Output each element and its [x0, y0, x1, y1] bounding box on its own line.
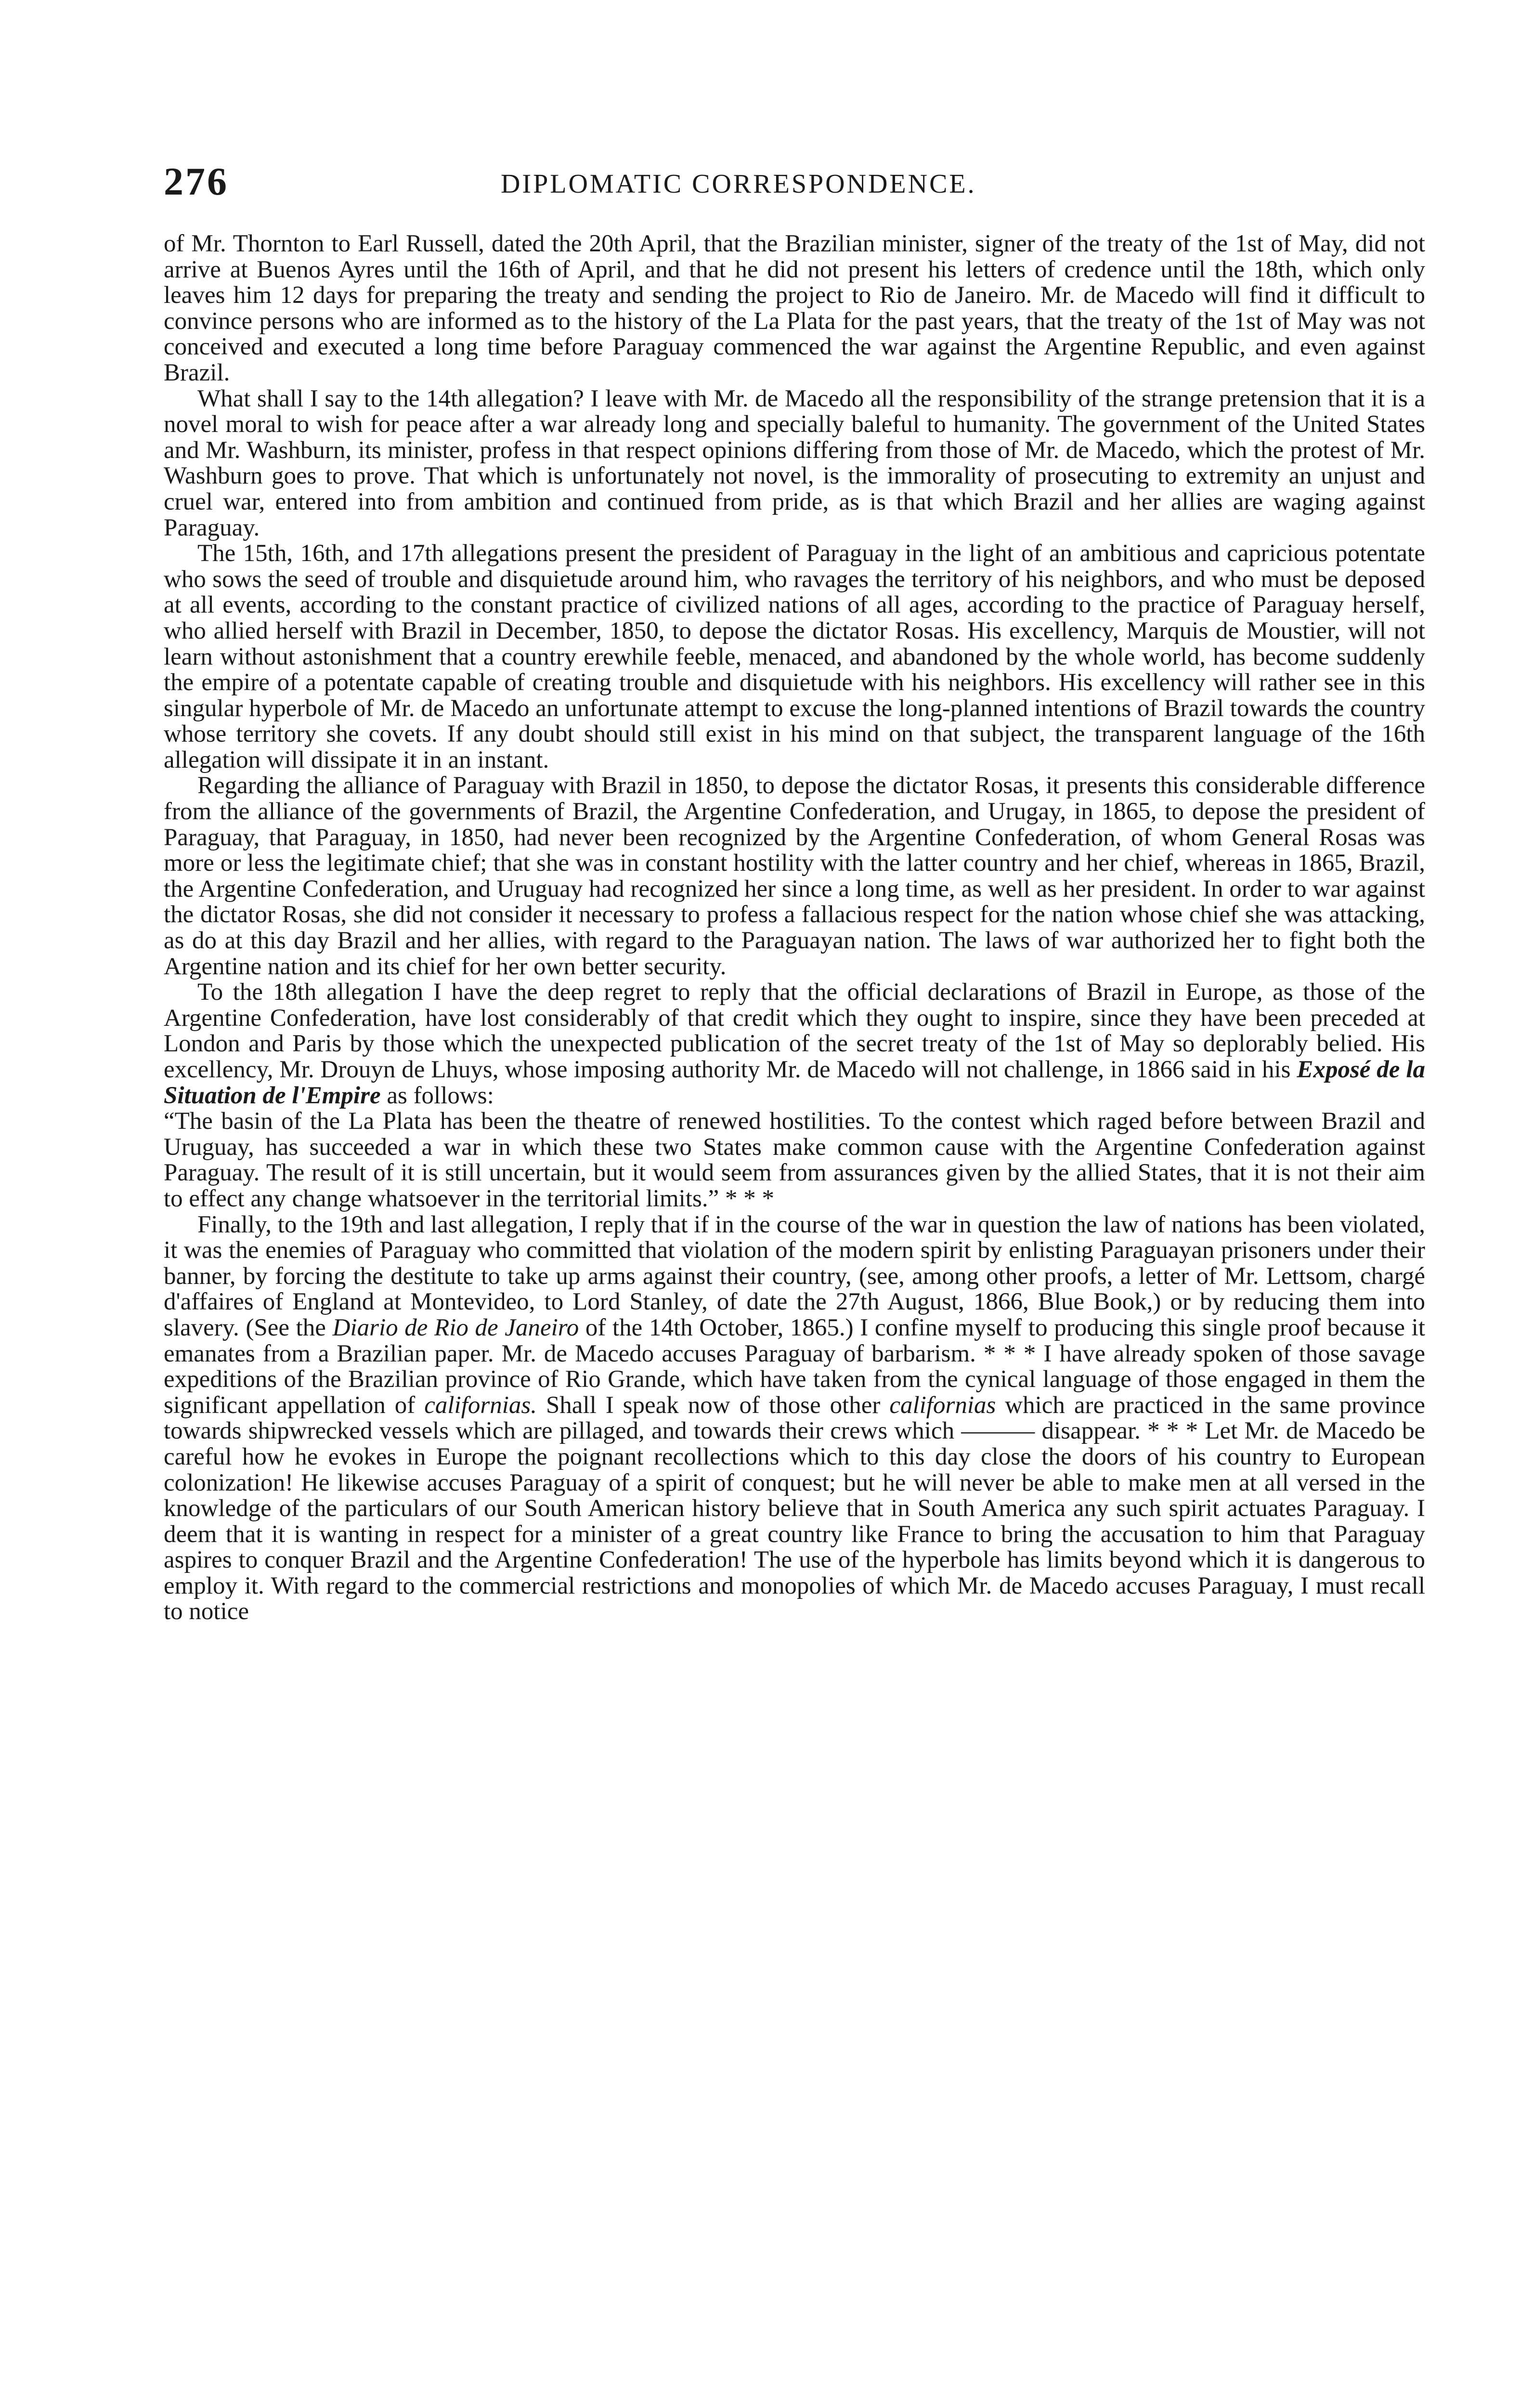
paragraph-text: Regarding the alliance of Paraguay with Brazil in 1850, to depose the dictator Rosas, it presents this considerable difference from the alliance of the governments of Brazil, the Argentine Confederation, and Urugay, in 1865, to depose the president of Paraguay, that Paraguay, in 1850, had never been recognized by the Argentine Confederation, of whom General Rosas was more or less the legitimate chief; that she was in constant hostility with the latter country and her chief, whereas in 1865, Brazil, the Argentine Confederation, and Uruguay had recognized her since a long time, as well as her president. In order to war against the dictator Rosas, she did not consider it necessary to profess a fallacious respect for the nation whose chief she was attacking, as do at this day Brazil and her allies, with regard to the Paraguayan nation. The laws of war authorized her to fight both the Argentine nation and its chief for her own better security.: [164, 772, 1425, 980]
paragraph-text: of the 14th October, 1865.) I confine myself to producing this single proof because it emanates from a Brazilian paper. Mr. de Macedo accuses Paraguay of barbarism. * * * I have already spoken of those savage expeditions of the Brazilian province of Rio Grande, which have taken from the cynical language of those engaged in them the significant appellation of: [164, 1314, 1425, 1419]
paragraph-alliance-1850: [164, 773, 1425, 980]
paragraph-15th-17th-allegations: [164, 541, 1425, 773]
paragraph-18th-allegation: [164, 980, 1425, 1109]
page-header: [164, 159, 1425, 212]
paragraph-continuation: [164, 231, 1425, 386]
document-page: [164, 159, 1425, 1625]
paragraph-14th-allegation: [164, 386, 1425, 541]
paragraph-text: What shall I say to the 14th allegation? I leave with Mr. de Macedo all the responsibility of the strange pretension that it is a novel moral to wish for peace after a war already long and specially baleful to humanity. The government of the United States and Mr. Washburn, its minister, profess in that respect opinions differing from those of Mr. de Macedo, which the protest of Mr. Washburn goes to prove. That which is unfortunately not novel, is the immorality of prosecuting to extremity an unjust and cruel war, entered into from ambition and continued from pride, as is that which Brazil and her allies are waging against Paraguay.: [164, 385, 1425, 541]
paragraph-text: of Mr. Thornton to Earl Russell, dated the 20th April, that the Brazilian minister, signer of the treaty of the 1st of May, did not arrive at Buenos Ayres until the 16th of April, and that he did not present his letters of credence until the 18th, which only leaves him 12 days for preparing the treaty and sending the project to Rio de Janeiro. Mr. de Macedo will find it difficult to convince persons who are informed as to the history of the La Plata for the past years, that the treaty of the 1st of May was not conceived and executed a long time before Paraguay commenced the war against the Argentine Republic, and even against Brazil.: [164, 230, 1425, 386]
paragraph-text: as follows:: [380, 1082, 494, 1109]
italic-reference: Diario de Rio de Janeiro: [332, 1314, 579, 1341]
italic-term: californias.: [424, 1391, 537, 1419]
quote-text: “The basin of the La Plata has been the theatre of renewed hostilities. To the contest which raged before between Brazil and Uruguay, has succeeded a war in which these two States make common cause with the Argentine Confederation against Paraguay. The result of it is still uncertain, but it would seem from assurances given by the allied States, that it is not their aim to effect any change whatsoever in the territorial limits.” * * *: [164, 1108, 1425, 1212]
italic-term: californias: [889, 1391, 996, 1419]
block-quote: [164, 1109, 1425, 1212]
paragraph-text: Shall I speak now of those other: [536, 1391, 890, 1419]
page-number: 276: [164, 159, 229, 203]
running-title: DIPLOMATIC CORRESPONDENCE.: [501, 169, 976, 199]
paragraph-19th-allegation: [164, 1212, 1425, 1625]
paragraph-text: which are practiced in the same province towards shipwrecked vessels which are pillaged, and towards their crews which ——— disappear. * * * Let Mr. de Macedo be careful how he evokes in Europe the poignant recollections which to this day close the doors of his country to European colonization! He likewise accuses Paraguay of a spirit of conquest; but he will never be able to make men at all versed in the knowledge of the particulars of our South American history believe that in South America any such spirit actuates Paraguay. I deem that it is wanting in respect for a minister of a great country like France to bring the accusation to him that Paraguay aspires to conquer Brazil and the Argentine Confederation! The use of the hyperbole has limits beyond which it is dangerous to employ it. With regard to the commercial restrictions and monopolies of which Mr. de Macedo accuses Paraguay, I must recall to notice: [164, 1391, 1425, 1625]
paragraph-text: The 15th, 16th, and 17th allegations present the president of Paraguay in the light of an ambitious and capricious potentate who sows the seed of trouble and disquietude around him, who ravages the territory of his neighbors, and who must be deposed at all events, according to the constant practice of civilized nations of all ages, according to the practice of Paraguay herself, who allied herself with Brazil in December, 1850, to depose the dictator Rosas. His excellency, Marquis de Moustier, will not learn without astonishment that a country erewhile feeble, menaced, and abandoned by the whole world, has become suddenly the empire of a potentate capable of creating trouble and disquietude with his neighbors. His excellency will rather see in this singular hyperbole of Mr. de Macedo an unfortunate attempt to excuse the long-planned intentions of Brazil towards the country whose territory she covets. If any doubt should still exist in his mind on that subject, the transparent language of the 16th allegation will dissipate it in an instant.: [164, 540, 1425, 773]
paragraph-text: To the 18th allegation I have the deep regret to reply that the official declarations of Brazil in Europe, as those of the Argentine Confederation, have lost considerably of that credit which they ought to inspire, since they have been preceded at London and Paris by those which the unexpected publication of the secret treaty of the 1st of May so deplorably belied. His excellency, Mr. Drouyn de Lhuys, whose imposing authority Mr. de Macedo will not challenge, in 1866 said in his: [164, 979, 1425, 1083]
paragraph-text: Finally, to the 19th and last allegation, I reply that if in the course of the war in question the law of nations has been violated, it was the enemies of Paraguay who committed that violation of the modern spirit by enlisting Paraguayan prisoners under their banner, by forcing the destitute to take up arms against their country, (see, among other proofs, a letter of Mr. Lettsom, chargé d'affaires of England at Montevideo, to Lord Stanley, of date the 27th August, 1866, Blue Book,) or by reducing them into slavery. (See the: [164, 1211, 1425, 1341]
italic-title: Exposé de la Situation de l'Empire: [164, 1056, 1426, 1109]
body-text: [164, 231, 1425, 1625]
